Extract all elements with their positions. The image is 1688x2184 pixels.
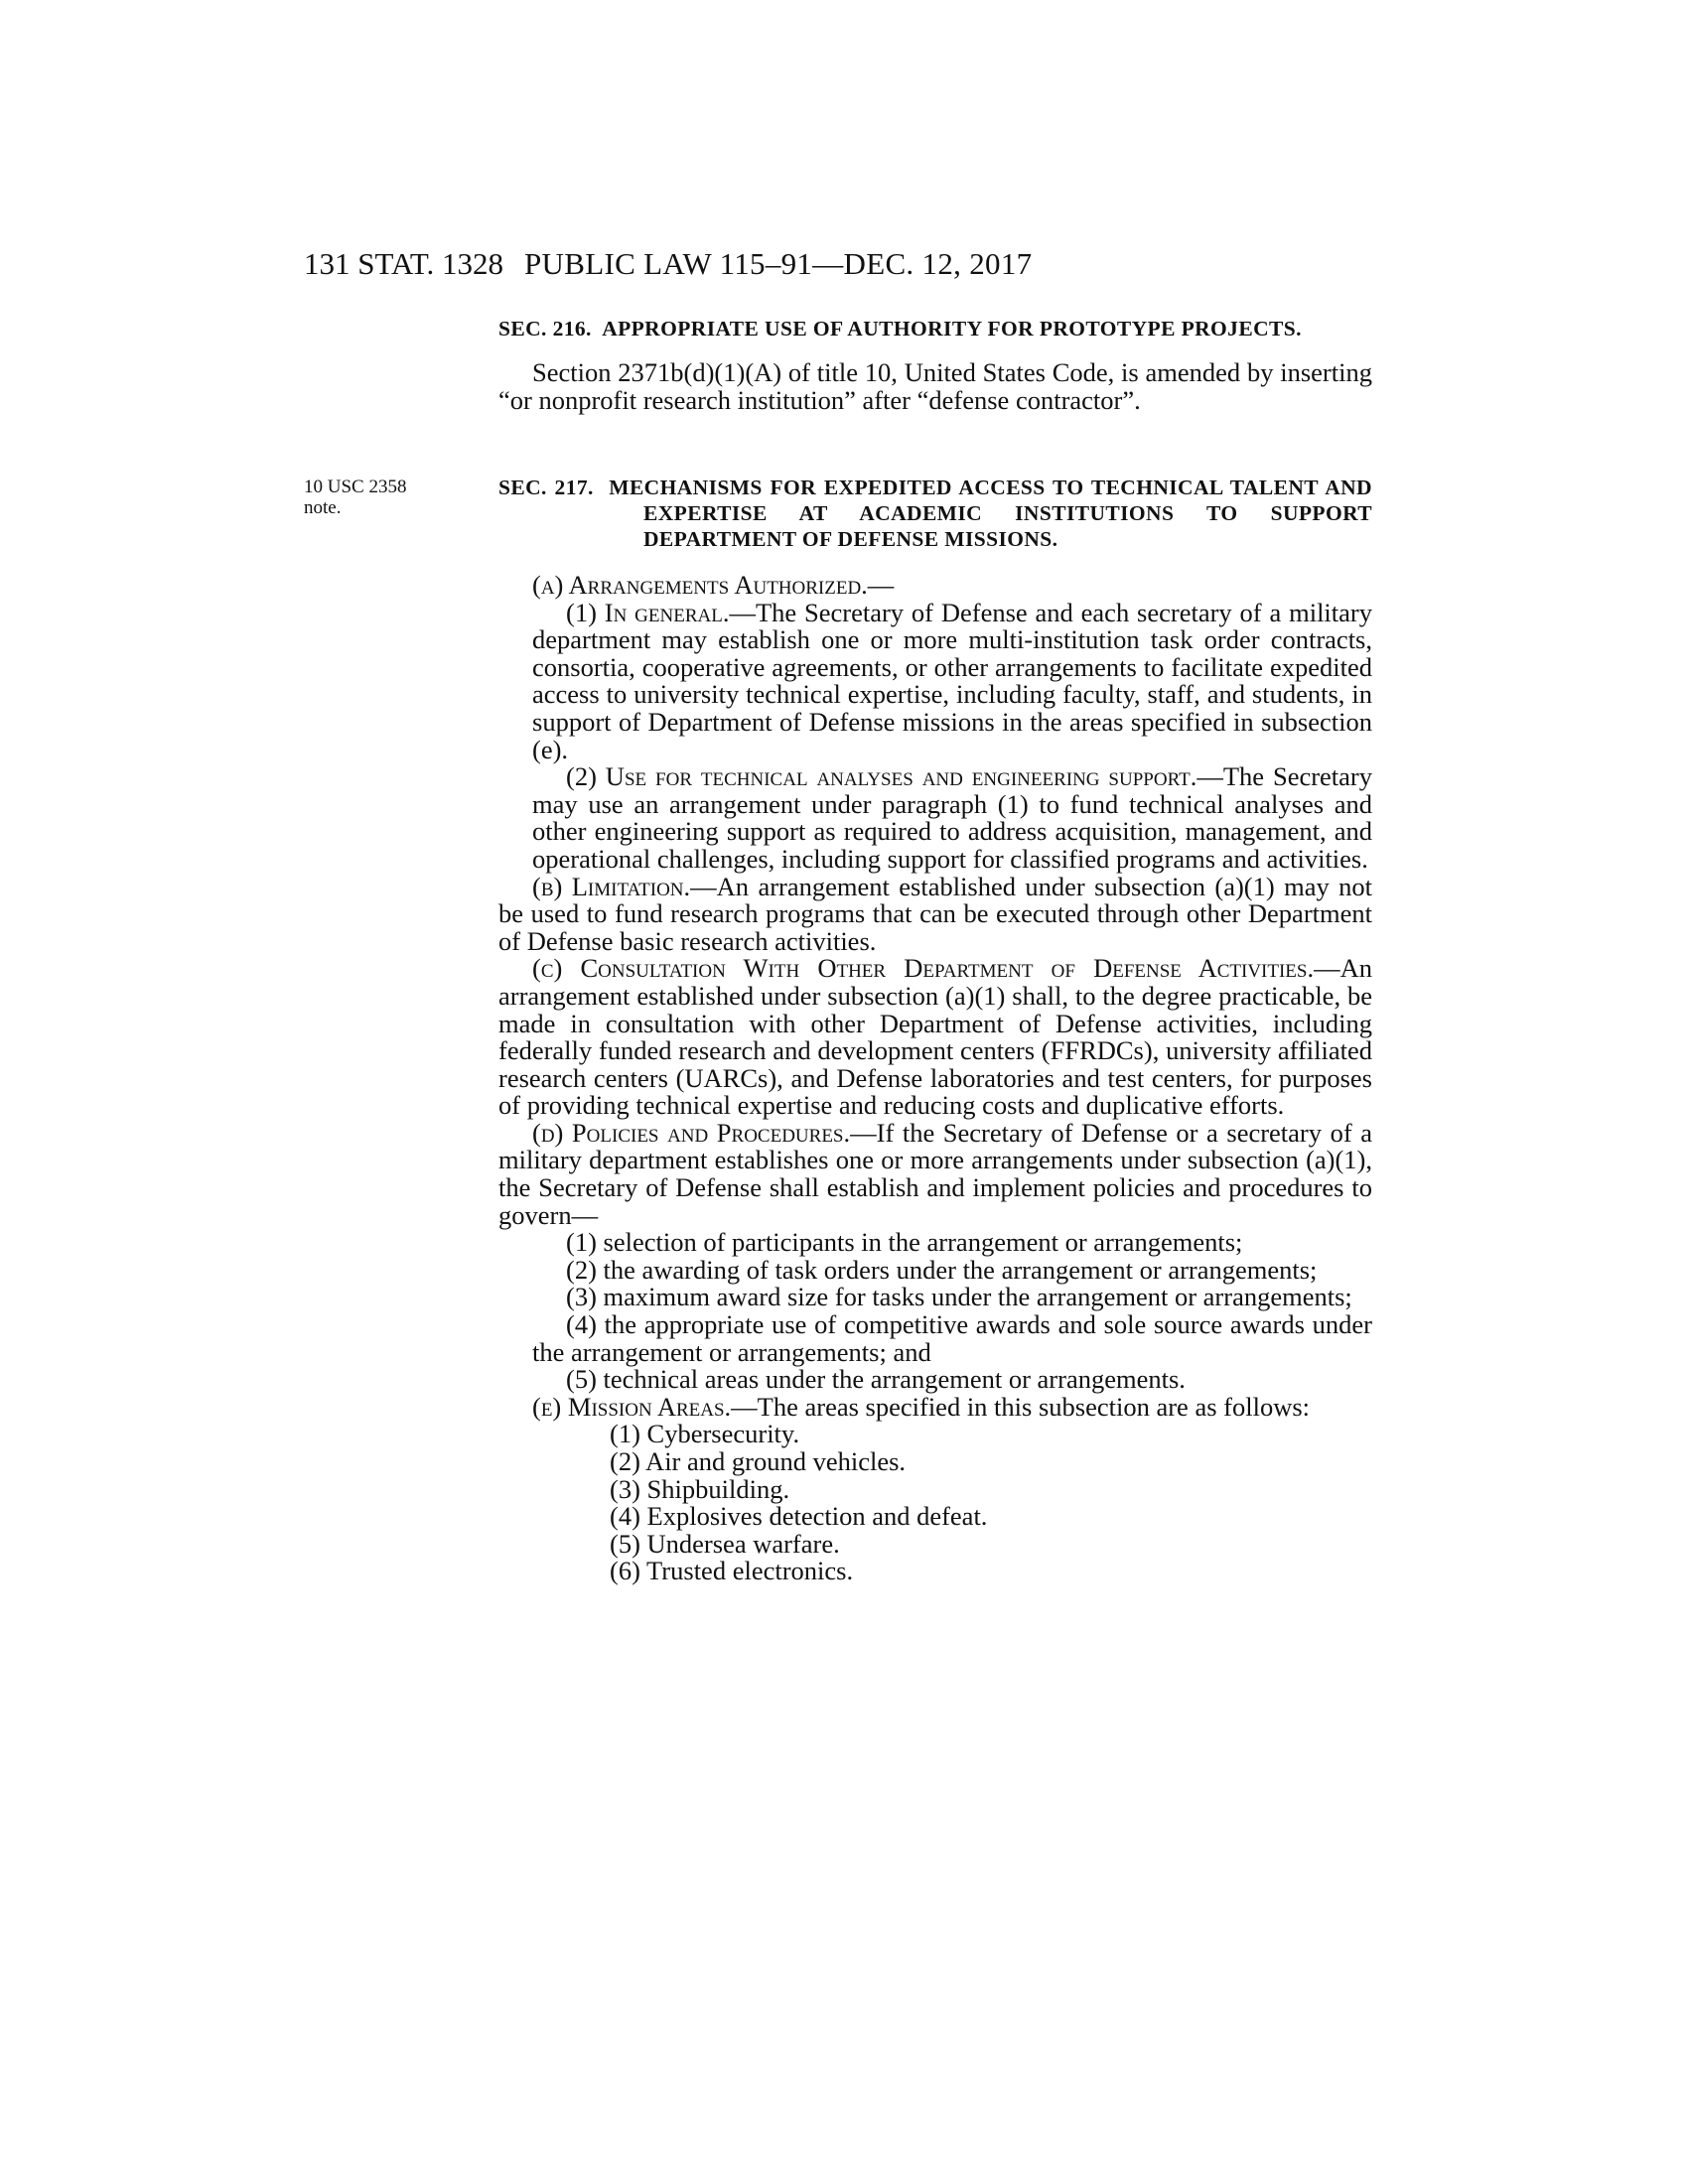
- section-217-title: MECHANISMS FOR EXPEDITED ACCESS TO TECHNICAL TALENT AND EXPERTISE AT ACADEMIC INSTITUTIONS TO SUPPORT DEPARTMENT OF DEFENSE MISSIONS.: [609, 476, 1372, 551]
- subsection-a-heading: (a) Arrangements Authorized.—: [532, 570, 895, 600]
- statute-citation: 131 STAT. 1328: [304, 246, 504, 281]
- section-216-number: SEC. 216.: [498, 317, 592, 341]
- section-216-text: Section 2371b(d)(1)(A) of title 10, United States Code, is amended by inserting “or nonprofit research institution” after “defense contractor”.: [498, 357, 1372, 415]
- list-item-d3: (3) maximum award size for tasks under the arrangement or arrangements;: [566, 1282, 1352, 1312]
- mission-area-6: (6) Trusted electronics.: [610, 1556, 854, 1586]
- public-law-title: PUBLIC LAW 115–91—DEC. 12, 2017: [524, 246, 1033, 281]
- margin-note-suffix: note.: [304, 497, 342, 518]
- paragraph-a2-lead: (2) Use for technical analyses and engineering support.: [566, 761, 1197, 792]
- mission-area-1: (1) Cybersecurity.: [610, 1419, 800, 1449]
- subsection-c-text: —An arrangement established under subsection (a)(1) shall, to the degree practicable, be made in consultation with other Department of Defense activities, including federally funded research and development centers (FFRDCs), university affiliated research centers (UARCs), and Defense laboratories and test centers, for purposes of providing technical expertise and reducing costs and duplicative efforts.: [498, 953, 1372, 1121]
- paragraph-a1: [498, 597, 1372, 764]
- paragraph-a2: [498, 763, 1372, 873]
- mission-area-2: (2) Air and ground vehicles.: [610, 1446, 907, 1476]
- list-item-d2: (2) the awarding of task orders under the arrangement or arrangements;: [566, 1254, 1318, 1285]
- list-item-d4: (4) the appropriate use of competitive awards and sole source awards under the arrangement or arrangements; and: [532, 1309, 1372, 1367]
- mission-area-5: (5) Undersea warfare.: [610, 1528, 840, 1559]
- subsection-d-text: —If the Secretary of Defense or a secretary of a military department establishes one or more arrangements under subsection (a)(1), the Secretary of Defense shall establish and implement policies and procedures to govern—: [498, 1117, 1372, 1230]
- section-217: [498, 475, 1372, 1585]
- mission-area-4: (4) Explosives detection and defeat.: [610, 1501, 988, 1532]
- subsection-e: [498, 1391, 1372, 1422]
- subsection-e-lead: (e) Mission Areas.: [532, 1391, 732, 1422]
- margin-note-citation: 10 USC 2358: [304, 477, 407, 497]
- subsection-c-lead: (c) Consultation With Other Department of Defense Activities.: [532, 953, 1315, 984]
- section-217-heading: [498, 475, 1372, 552]
- section-216-heading: [498, 316, 1372, 341]
- section-216-title: APPROPRIATE USE OF AUTHORITY FOR PROTOTYPE PROJECTS.: [602, 317, 1302, 341]
- section-216: [498, 316, 1372, 414]
- paragraph-a2-text: —The Secretary may use an arrangement under paragraph (1) to fund technical analyses and other engineering support as required to address acquisition, management, and operational challenges, including support for classified programs and activities.: [532, 761, 1372, 874]
- subsection-c: [498, 955, 1372, 1120]
- list-item-d5: (5) technical areas under the arrangement or arrangements.: [566, 1364, 1186, 1395]
- section-217-number: SEC. 217.: [498, 476, 594, 499]
- page-header: [304, 246, 1371, 286]
- subsection-b: [498, 871, 1372, 956]
- mission-area-3: (3) Shipbuilding.: [610, 1473, 790, 1504]
- paragraph-a1-text: —The Secretary of Defense and each secretary of a military department may establish one or more multi-institution task order contracts, consortia, cooperative agreements, or other arrangements to facilitate expedited access to university technical expertise, including faculty, staff, and students, in support of Department of Defense missions in the areas specified in subsection (e).: [532, 597, 1372, 764]
- subsection-d: [498, 1117, 1372, 1230]
- margin-note: [304, 477, 406, 518]
- paragraph-a1-lead: (1) In general.: [566, 597, 730, 627]
- list-item-d1: (1) selection of participants in the arrangement or arrangements;: [566, 1227, 1243, 1258]
- subsection-b-text: —An arrangement established under subsection (a)(1) may not be used to fund research programs that can be executed through other Department of Defense basic research activities.: [498, 871, 1372, 956]
- subsection-e-text: —The areas specified in this subsection are as follows:: [731, 1391, 1311, 1422]
- subsection-d-lead: (d) Policies and Procedures.: [532, 1117, 851, 1148]
- subsection-b-lead: (b) Limitation.: [532, 871, 691, 901]
